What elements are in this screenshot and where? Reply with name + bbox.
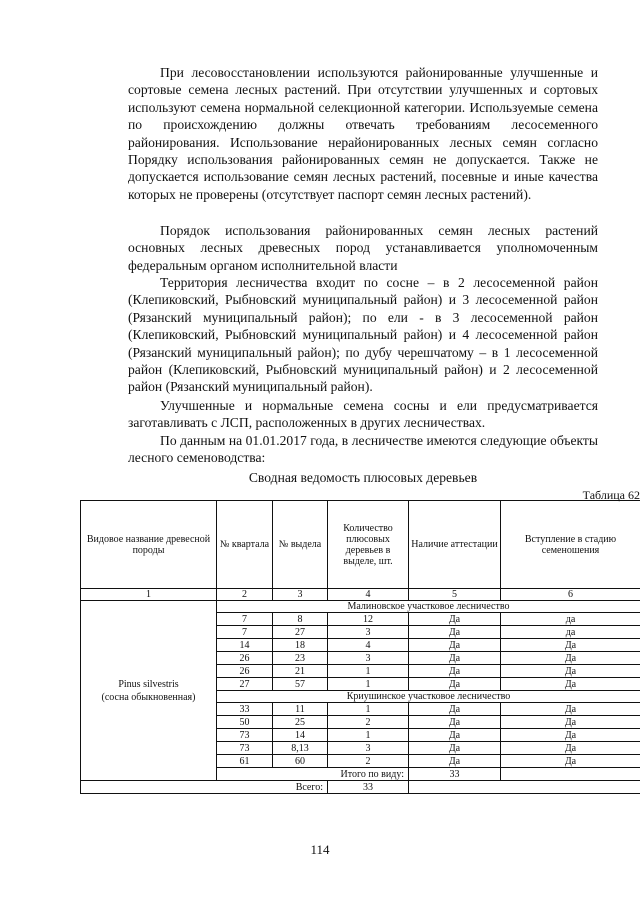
cell-section: 8,13 <box>273 742 328 755</box>
cell-quarter: 61 <box>217 755 273 768</box>
cell-attestation: Да <box>409 613 501 626</box>
column-number: 4 <box>328 589 409 601</box>
cell-seeding-stage: да <box>501 613 640 626</box>
cell-attestation: Да <box>409 716 501 729</box>
cell-tree-count: 2 <box>328 716 409 729</box>
cell-attestation: Да <box>409 665 501 678</box>
column-number: 2 <box>217 589 273 601</box>
cell-seeding-stage: Да <box>501 729 640 742</box>
cell-section: 60 <box>273 755 328 768</box>
section-name: Криушинское участковое лесничество <box>217 691 640 703</box>
paragraph-seed-districts: Территория лесничества входит по сосне – в 2 лесосеменной район (Клепиковский, Рыбновский муниципальный район) и 3 лесосеменной район (Рязанский муниципальный район); по ели - в 3 лесосеменной район (Клепиковский, Рыбновский муниципальный район) и 4 лесосеменной район (Рязанский муниципальный район); по дубу черешчатому – в 1 лесосеменной район (Клепиковский, Рыбновский муниципальный район) и 2 лесосеменной район (Рязанский муниципальный район). <box>128 275 598 395</box>
cell-section: 8 <box>273 613 328 626</box>
paragraph-lsp-harvesting: Улучшенные и нормальные семена сосны и ели предусматривается заготавливать с ЛСП, расположенных в других лесничествах. <box>128 398 598 431</box>
cell-quarter: 26 <box>217 652 273 665</box>
table-title: Сводная ведомость плюсовых деревьев <box>248 470 478 485</box>
cell-section: 21 <box>273 665 328 678</box>
cell-seeding-stage: Да <box>501 742 640 755</box>
species-local-name: (сосна обыкновенная) <box>101 691 196 703</box>
cell-tree-count: 1 <box>328 665 409 678</box>
cell-section: 11 <box>273 703 328 716</box>
cell-quarter: 50 <box>217 716 273 729</box>
grand-total-value: 33 <box>328 781 409 794</box>
cell-tree-count: 1 <box>328 703 409 716</box>
paragraph-seed-objects: По данным на 01.01.2017 года, в лесничестве имеются следующие объекты лесного семеноводства: <box>128 433 598 466</box>
total-by-species-label: Итого по виду: <box>217 768 409 781</box>
cell-attestation: Да <box>409 755 501 768</box>
cell-quarter: 73 <box>217 742 273 755</box>
cell-seeding-stage: Да <box>501 703 640 716</box>
total-by-species-empty <box>501 768 640 781</box>
paragraph-seed-usage-order: Порядок использования районированных семян лесных растений основных лесных древесных пород устанавливается уполномоченным федеральным органом исполнительной власти <box>128 223 598 273</box>
grand-total-empty <box>409 781 640 794</box>
cell-tree-count: 12 <box>328 613 409 626</box>
cell-quarter: 26 <box>217 665 273 678</box>
cell-tree-count: 2 <box>328 755 409 768</box>
species-latin-name: Pinus silvestris <box>118 678 179 690</box>
cell-quarter: 27 <box>217 678 273 691</box>
cell-section: 18 <box>273 639 328 652</box>
header-quarter: № квартала <box>217 501 273 589</box>
cell-quarter: 7 <box>217 613 273 626</box>
cell-attestation: Да <box>409 742 501 755</box>
species-cell <box>81 601 217 781</box>
grand-total-row <box>81 781 640 794</box>
cell-attestation: Да <box>409 678 501 691</box>
table-header-row <box>81 501 640 589</box>
cell-attestation: Да <box>409 639 501 652</box>
column-number: 3 <box>273 589 328 601</box>
section-name: Малиновское участковое лесничество <box>217 601 640 613</box>
cell-quarter: 73 <box>217 729 273 742</box>
plus-trees-table <box>80 500 640 794</box>
cell-seeding-stage: Да <box>501 678 640 691</box>
cell-seeding-stage: Да <box>501 665 640 678</box>
cell-section: 25 <box>273 716 328 729</box>
header-species: Видовое название древесной породы <box>81 501 217 589</box>
cell-seeding-stage: Да <box>501 639 640 652</box>
paragraph-reforestation-seeds: При лесовосстановлении используются районированные улучшенные и сортовые семена лесных растений. При отсутствии улучшенных и сортовых используют семена нормальной селекционной категории. Используемые семена по происхождению должны отвечать требованиям лесосеменного районирования. Использование нерайонированных лесных семян согласно Порядку использования районированных семян не допускается. Также не допускается использование семян лесных растений, посевные и иные качества которых не проверены (отсутствует паспорт семян лесных растений). <box>128 65 598 202</box>
cell-quarter: 7 <box>217 626 273 639</box>
grand-total-label: Всего: <box>81 781 328 794</box>
page-number: 114 <box>310 842 330 857</box>
cell-tree-count: 3 <box>328 652 409 665</box>
header-attestation: Наличие аттестации <box>409 501 501 589</box>
cell-seeding-stage: Да <box>501 652 640 665</box>
cell-seeding-stage: да <box>501 626 640 639</box>
cell-quarter: 14 <box>217 639 273 652</box>
header-tree-count: Количество плюсовых деревьев в выделе, шт. <box>328 501 409 589</box>
cell-tree-count: 4 <box>328 639 409 652</box>
cell-attestation: Да <box>409 729 501 742</box>
cell-attestation: Да <box>409 652 501 665</box>
section-header-row <box>81 601 640 613</box>
cell-section: 27 <box>273 626 328 639</box>
cell-tree-count: 3 <box>328 742 409 755</box>
cell-attestation: Да <box>409 626 501 639</box>
cell-quarter: 33 <box>217 703 273 716</box>
cell-tree-count: 1 <box>328 729 409 742</box>
column-number: 5 <box>409 589 501 601</box>
column-number: 6 <box>501 589 640 601</box>
table-label: Таблица 62 <box>582 488 640 502</box>
column-number: 1 <box>81 589 217 601</box>
cell-section: 57 <box>273 678 328 691</box>
header-section: № выдела <box>273 501 328 589</box>
cell-attestation: Да <box>409 703 501 716</box>
cell-section: 14 <box>273 729 328 742</box>
cell-tree-count: 3 <box>328 626 409 639</box>
cell-seeding-stage: Да <box>501 716 640 729</box>
header-seeding-stage: Вступление в стадию семеношения <box>501 501 640 589</box>
total-by-species-value: 33 <box>409 768 501 781</box>
cell-seeding-stage: Да <box>501 755 640 768</box>
cell-tree-count: 1 <box>328 678 409 691</box>
column-number-row <box>81 589 640 601</box>
cell-section: 23 <box>273 652 328 665</box>
